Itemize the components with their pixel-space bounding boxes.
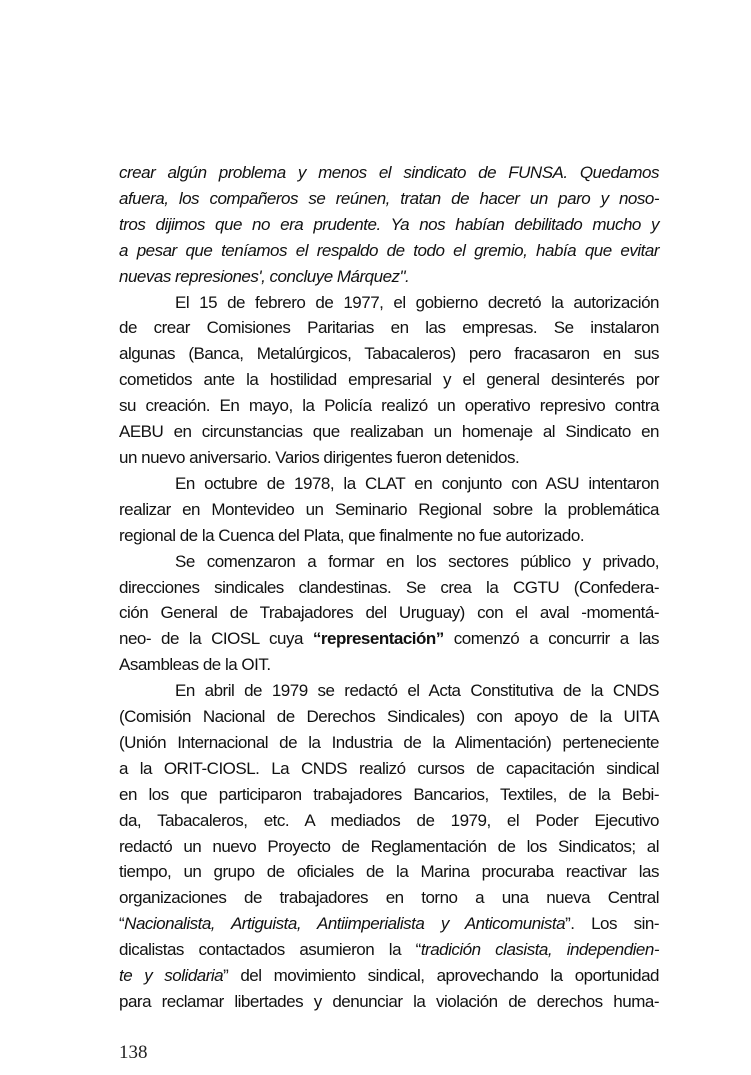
text-line <box>119 937 659 963</box>
text-line <box>119 808 659 834</box>
text-line <box>119 315 659 341</box>
text-line <box>119 989 659 1015</box>
text-line <box>119 549 659 575</box>
italic-text: tros dijimos que no era prudente. Ya nos habían debilitado mucho y <box>119 214 659 234</box>
text-line <box>119 963 659 989</box>
text-line <box>119 393 659 419</box>
text-segment: algunas (Banca, Metalúrgicos, Tabacaleros) pero fracasaron en sus <box>119 344 659 364</box>
text-segment: cometidos ante la hostilidad empresarial y el general desinterés por <box>119 370 659 390</box>
text-segment: El 15 de febrero de 1977, el gobierno decretó la autorización <box>175 292 659 312</box>
text-segment: ” del movimiento sindical, aprovechando la oportunidad <box>223 966 659 986</box>
text-line <box>119 704 659 730</box>
italic-text: tradición clasista, independien- <box>420 940 660 960</box>
text-line <box>119 756 659 782</box>
text-segment: (Comisión Nacional de Derechos Sindicales) con apoyo de la UITA <box>119 707 659 727</box>
italic-text: afuera, los compañeros se reúnen, tratan de hacer un paro y noso- <box>119 188 659 208</box>
text-segment: En abril de 1979 se redactó el Acta Constitutiva de la CNDS <box>175 681 659 701</box>
text-segment: organizaciones de trabajadores en torno a una nueva Central <box>119 888 659 908</box>
body-text <box>119 160 659 1015</box>
text-line <box>119 782 659 808</box>
text-line <box>119 264 659 290</box>
text-line <box>119 160 659 186</box>
italic-text: a pesar que teníamos el respaldo de todo el gremio, había que evitar <box>119 240 659 260</box>
text-line <box>119 600 659 626</box>
text-segment: regional de la Cuenca del Plata, que finalmente no fue autorizado. <box>119 525 585 545</box>
text-segment: AEBU en circunstancias que realizaban un homenaje al Sindicato en <box>119 422 659 442</box>
text-segment: un nuevo aniversario. Varios dirigentes fueron detenidos. <box>119 447 520 467</box>
text-line <box>119 212 659 238</box>
text-segment: de crear Comisiones Paritarias en las empresas. Se instalaron <box>119 318 659 338</box>
text-segment: para reclamar libertades y denunciar la violación de derechos huma- <box>119 992 659 1011</box>
text-segment: dicalistas contactados asumieron la “ <box>119 940 421 960</box>
text-segment: su creación. En mayo, la Policía realizó un operativo represivo contra <box>119 396 659 416</box>
text-line <box>119 911 659 937</box>
italic-text: nuevas represiones', concluye Márquez". <box>119 266 410 286</box>
text-line <box>119 186 659 212</box>
text-line <box>119 419 659 445</box>
text-line <box>119 678 659 704</box>
text-segment: Asambleas de la OIT. <box>119 655 271 675</box>
text-segment: “ <box>119 914 125 934</box>
page-number: 138 <box>119 1042 148 1063</box>
bold-text: “representación” <box>312 629 444 649</box>
text-segment: en los que participaron trabajadores Bancarios, Textiles, de la Bebi- <box>119 784 659 804</box>
text-segment: (Unión Internacional de la Industria de la Alimentación) perteneciente <box>119 732 659 752</box>
text-segment: ción General de Trabajadores del Uruguay) con el aval -momentá- <box>119 603 659 623</box>
text-segment: Se comenzaron a formar en los sectores público y privado, <box>175 551 659 571</box>
text-line <box>119 238 659 264</box>
text-line <box>119 730 659 756</box>
text-line <box>119 652 659 678</box>
text-line <box>119 341 659 367</box>
text-line <box>119 859 659 885</box>
text-segment: comenzó a concurrir a las <box>443 629 659 649</box>
text-segment: tiempo, un grupo de oficiales de la Marina procuraba reactivar las <box>119 862 659 882</box>
text-line <box>119 497 659 523</box>
text-line <box>119 367 659 393</box>
text-line <box>119 575 659 601</box>
text-segment: da, Tabacaleros, etc. A mediados de 1979, el Poder Ejecutivo <box>119 810 659 830</box>
text-line <box>119 445 659 471</box>
text-line <box>119 885 659 911</box>
text-line <box>119 626 659 652</box>
text-segment: a la ORIT-CIOSL. La CNDS realizó cursos de capacitación sindical <box>119 758 659 778</box>
text-segment: redactó un nuevo Proyecto de Reglamentación de los Sindicatos; al <box>119 836 659 856</box>
text-line <box>119 290 659 316</box>
text-segment: neo- de la CIOSL cuya <box>119 629 313 649</box>
italic-text: crear algún problema y menos el sindicato de FUNSA. Quedamos <box>119 163 659 182</box>
text-segment: En octubre de 1978, la CLAT en conjunto con ASU intentaron <box>175 473 659 493</box>
text-segment: ”. Los sin- <box>565 914 660 934</box>
text-line <box>119 471 659 497</box>
text-line <box>119 834 659 860</box>
italic-text: te y solidaria <box>119 966 224 986</box>
text-segment: realizar en Montevideo un Seminario Regional sobre la problemática <box>119 499 659 519</box>
italic-text: Nacionalista, Artiguista, Antiimperialista y Anticomunista <box>124 914 566 934</box>
text-segment: direcciones sindicales clandestinas. Se crea la CGTU (Confedera- <box>119 577 659 597</box>
text-line <box>119 523 659 549</box>
